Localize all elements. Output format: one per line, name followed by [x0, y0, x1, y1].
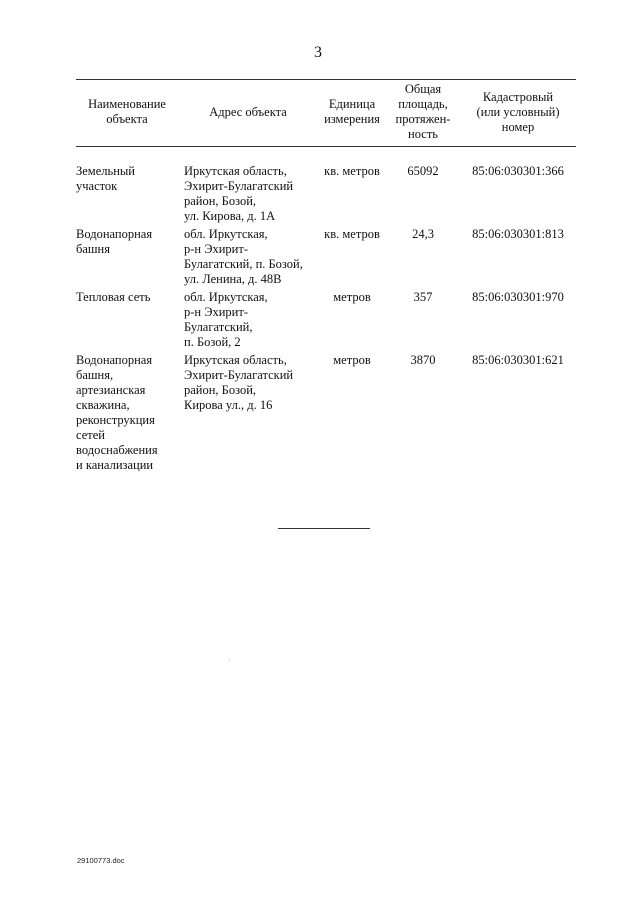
cell-area: 24,3 — [412, 227, 434, 241]
scan-speck — [229, 659, 230, 660]
header-cadastral-number: Кадастровый (или условный) номер — [460, 80, 576, 147]
cell-object-name: Тепловая сеть — [76, 290, 151, 304]
cell-cadastral-number: 85:06:030301:621 — [472, 353, 564, 367]
table-header — [76, 80, 576, 147]
header-unit: Единица измерения — [318, 80, 386, 147]
cell-object-address: обл. Иркутская, р-н Эхирит- Булагатский, п. Бозой, ул. Ленина, д. 48В — [184, 227, 303, 286]
table-row — [76, 147, 576, 225]
cell-unit: метров — [333, 353, 371, 367]
table-body — [76, 147, 576, 474]
cell-object-name: Водонапорная башня, артезианская скважина, реконструкция сетей водоснабжения и канализации — [76, 353, 158, 472]
cell-area: 65092 — [407, 164, 439, 178]
table-row — [76, 224, 576, 287]
header-object-address: Адрес объекта — [178, 80, 318, 147]
page-number: 3 — [314, 44, 322, 61]
header-area: Общая площадь, протяжен- ность — [386, 80, 460, 147]
cell-object-name: Земельный участок — [76, 164, 135, 193]
cell-object-name: Водонапорная башня — [76, 227, 153, 256]
cell-unit: метров — [333, 290, 371, 304]
cell-area: 357 — [413, 290, 433, 304]
cell-cadastral-number: 85:06:030301:813 — [472, 227, 564, 241]
header-object-name: Наименование объекта — [76, 80, 178, 147]
cell-area: 3870 — [410, 353, 436, 367]
table-header-row — [76, 80, 576, 147]
cell-unit: кв. метров — [324, 227, 380, 241]
table-row — [76, 287, 576, 350]
cell-object-address: Иркутская область, Эхирит-Булагатский район, Бозой, ул. Кирова, д. 1А — [184, 164, 294, 223]
cell-object-address: обл. Иркутская, р-н Эхирит- Булагатский, п. Бозой, 2 — [184, 290, 268, 349]
cell-object-address: Иркутская область, Эхирит-Булагатский район, Бозой, Кирова ул., д. 16 — [184, 353, 294, 412]
table-row — [76, 350, 576, 473]
cell-cadastral-number: 85:06:030301:970 — [472, 290, 564, 304]
property-table-container — [76, 79, 576, 473]
property-table — [76, 79, 576, 473]
footer-filename: 29100773.doc — [77, 856, 125, 865]
end-of-document-rule — [278, 528, 370, 529]
cell-unit: кв. метров — [324, 164, 380, 178]
cell-cadastral-number: 85:06:030301:366 — [472, 164, 564, 178]
